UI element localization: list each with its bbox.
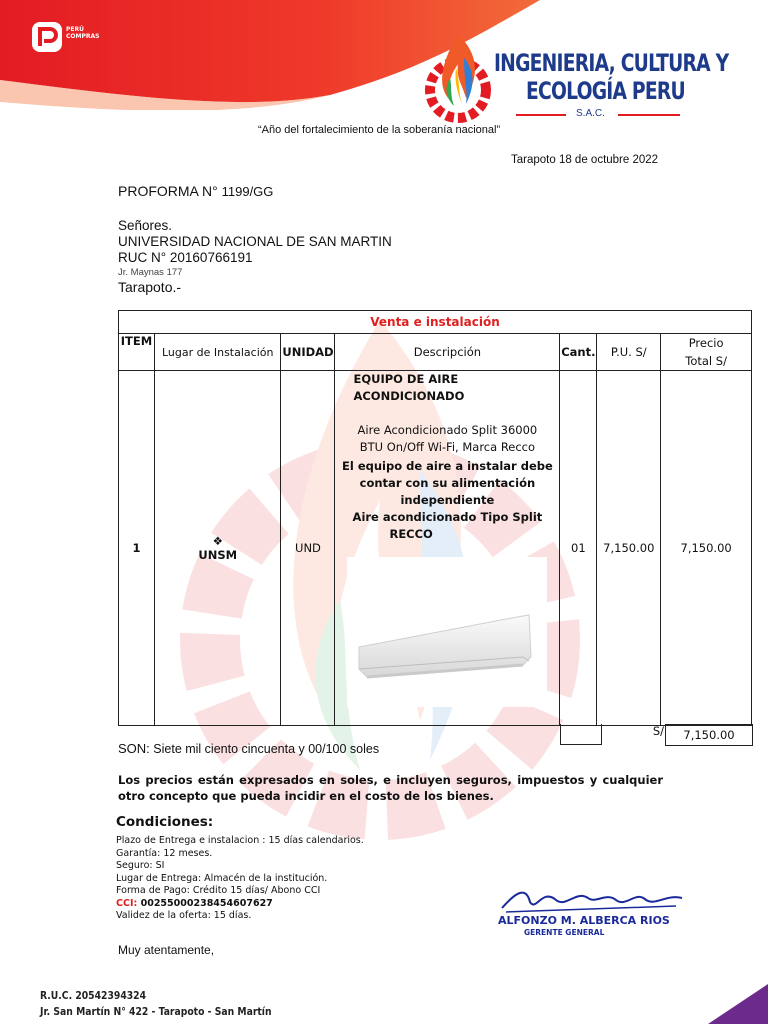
desc-line-4: El equipo de aire a instalar debe xyxy=(342,459,553,473)
ac-unit-image xyxy=(347,557,547,707)
desc-line-2: Aire Acondicionado Split 36000 xyxy=(357,423,538,437)
perucompras-icon xyxy=(30,20,64,54)
footer-address: Jr. San Martín N° 422 - Tarapoto - San Martín xyxy=(40,1006,272,1018)
row-lugar xyxy=(154,371,281,726)
row-total: 7,150.00 xyxy=(661,371,752,726)
price-note: Los precios están expresados en soles, e incluyen seguros, impuestos y cualquier otro concepto que pueda incidir en el costo de los bienes. xyxy=(118,773,663,803)
client-name: UNIVERSIDAD NACIONAL DE SAN MARTIN xyxy=(118,234,392,249)
header-precio-line1: Precio xyxy=(688,336,724,350)
condition-2: Garantía: 12 meses. xyxy=(116,847,213,859)
company-name-line2: ECOLOGÍA PERU xyxy=(526,77,685,105)
ac-unit-icon xyxy=(347,557,547,707)
perucompras-text-2: COMPRAS xyxy=(66,33,100,40)
son-line xyxy=(118,741,379,756)
conditions-list xyxy=(116,835,364,923)
conditions-title: Condiciones: xyxy=(116,814,214,830)
perucompras-text-1: PERÚ xyxy=(66,26,84,33)
row-descripcion xyxy=(335,371,560,726)
sum-empty-cell xyxy=(560,724,602,745)
son-text: Siete mil ciento cincuenta y 00/100 soles xyxy=(153,742,380,756)
desc-line-3: BTU On/Off Wi-Fi, Marca Recco xyxy=(359,440,536,454)
client-ruc: RUC N° 20160766191 xyxy=(118,250,253,265)
header-lugar: Lugar de Instalación xyxy=(154,334,281,371)
row-unidad: UND xyxy=(281,371,335,726)
condition-1: Plazo de Entrega e instalacion : 15 días calendarios. xyxy=(116,835,364,846)
client-address: Jr. Maynas 177 xyxy=(118,267,183,278)
sac-line-left xyxy=(516,114,566,116)
cci-value: 00255000238454607627 xyxy=(140,897,273,909)
row-item: 1 xyxy=(119,371,155,726)
sum-total: 7,150.00 xyxy=(665,724,753,746)
header-unidad: UNIDAD xyxy=(281,334,335,371)
header-precio-total xyxy=(661,334,752,371)
desc-line-1: EQUIPO DE AIRE ACONDICIONADO xyxy=(353,372,465,403)
motto: “Año del fortalecimiento de la soberanía nacional” xyxy=(258,124,501,136)
client-city: Tarapoto.- xyxy=(118,279,182,295)
condition-3: Seguro: SI xyxy=(116,860,165,871)
header-precio-line2: Total S/ xyxy=(685,354,727,368)
client-block xyxy=(118,218,392,295)
proforma-title xyxy=(118,183,273,199)
row-lugar-bullet: ❖ xyxy=(212,534,223,548)
header-descripcion: Descripción xyxy=(335,334,560,371)
condition-5: Forma de Pago: Crédito 15 días/ Abono CCI xyxy=(116,885,321,896)
proforma-number: 1199/GG xyxy=(221,184,274,199)
company-sac: S.A.C. xyxy=(576,108,605,119)
row-cant: 01 xyxy=(560,371,597,726)
company-name-line1: INGENIERIA, CULTURA Y xyxy=(494,49,729,77)
header-pu: P.U. S/ xyxy=(597,334,661,371)
header-cant: Cant. xyxy=(560,334,597,371)
condition-7: Validez de la oferta: 15 días. xyxy=(116,910,252,921)
table-title: Venta e instalación xyxy=(119,311,752,334)
sum-currency: S/ xyxy=(652,724,664,738)
row-pu: 7,150.00 xyxy=(597,371,661,726)
signature-block xyxy=(496,882,696,942)
cci-label: CCI: xyxy=(116,897,138,909)
items-table xyxy=(118,310,752,726)
handwritten-signature xyxy=(496,882,696,918)
signature-role: GERENTE GENERAL xyxy=(524,928,605,937)
row-lugar-text: UNSM xyxy=(198,548,238,562)
condition-cci xyxy=(116,898,364,911)
condition-4: Lugar de Entrega: Almacén de la institución. xyxy=(116,872,328,884)
header-item: ITEM xyxy=(119,334,155,371)
desc-line-5: contar con su alimentación xyxy=(359,476,536,490)
desc-line-8: RECCO xyxy=(389,527,433,541)
closing: Muy atentamente, xyxy=(118,943,215,957)
sac-line-right xyxy=(618,114,680,116)
company-logo xyxy=(418,28,729,128)
perucompras-logo xyxy=(30,20,110,60)
desc-line-7: Aire acondicionado Tipo Split xyxy=(352,510,543,524)
corner-decoration xyxy=(708,984,768,1024)
company-flame-gear-icon xyxy=(418,28,498,126)
place-date: Tarapoto 18 de octubre 2022 xyxy=(511,154,659,166)
client-salutation: Señores. xyxy=(118,218,173,233)
signature-name: ALFONZO M. ALBERCA RIOS xyxy=(498,914,670,927)
proforma-prefix: PROFORMA N° xyxy=(118,183,218,199)
son-label: SON: xyxy=(118,741,150,756)
desc-line-6: independiente xyxy=(400,493,495,507)
footer-ruc: R.U.C. 20542394324 xyxy=(40,990,147,1002)
footer xyxy=(40,988,272,1020)
